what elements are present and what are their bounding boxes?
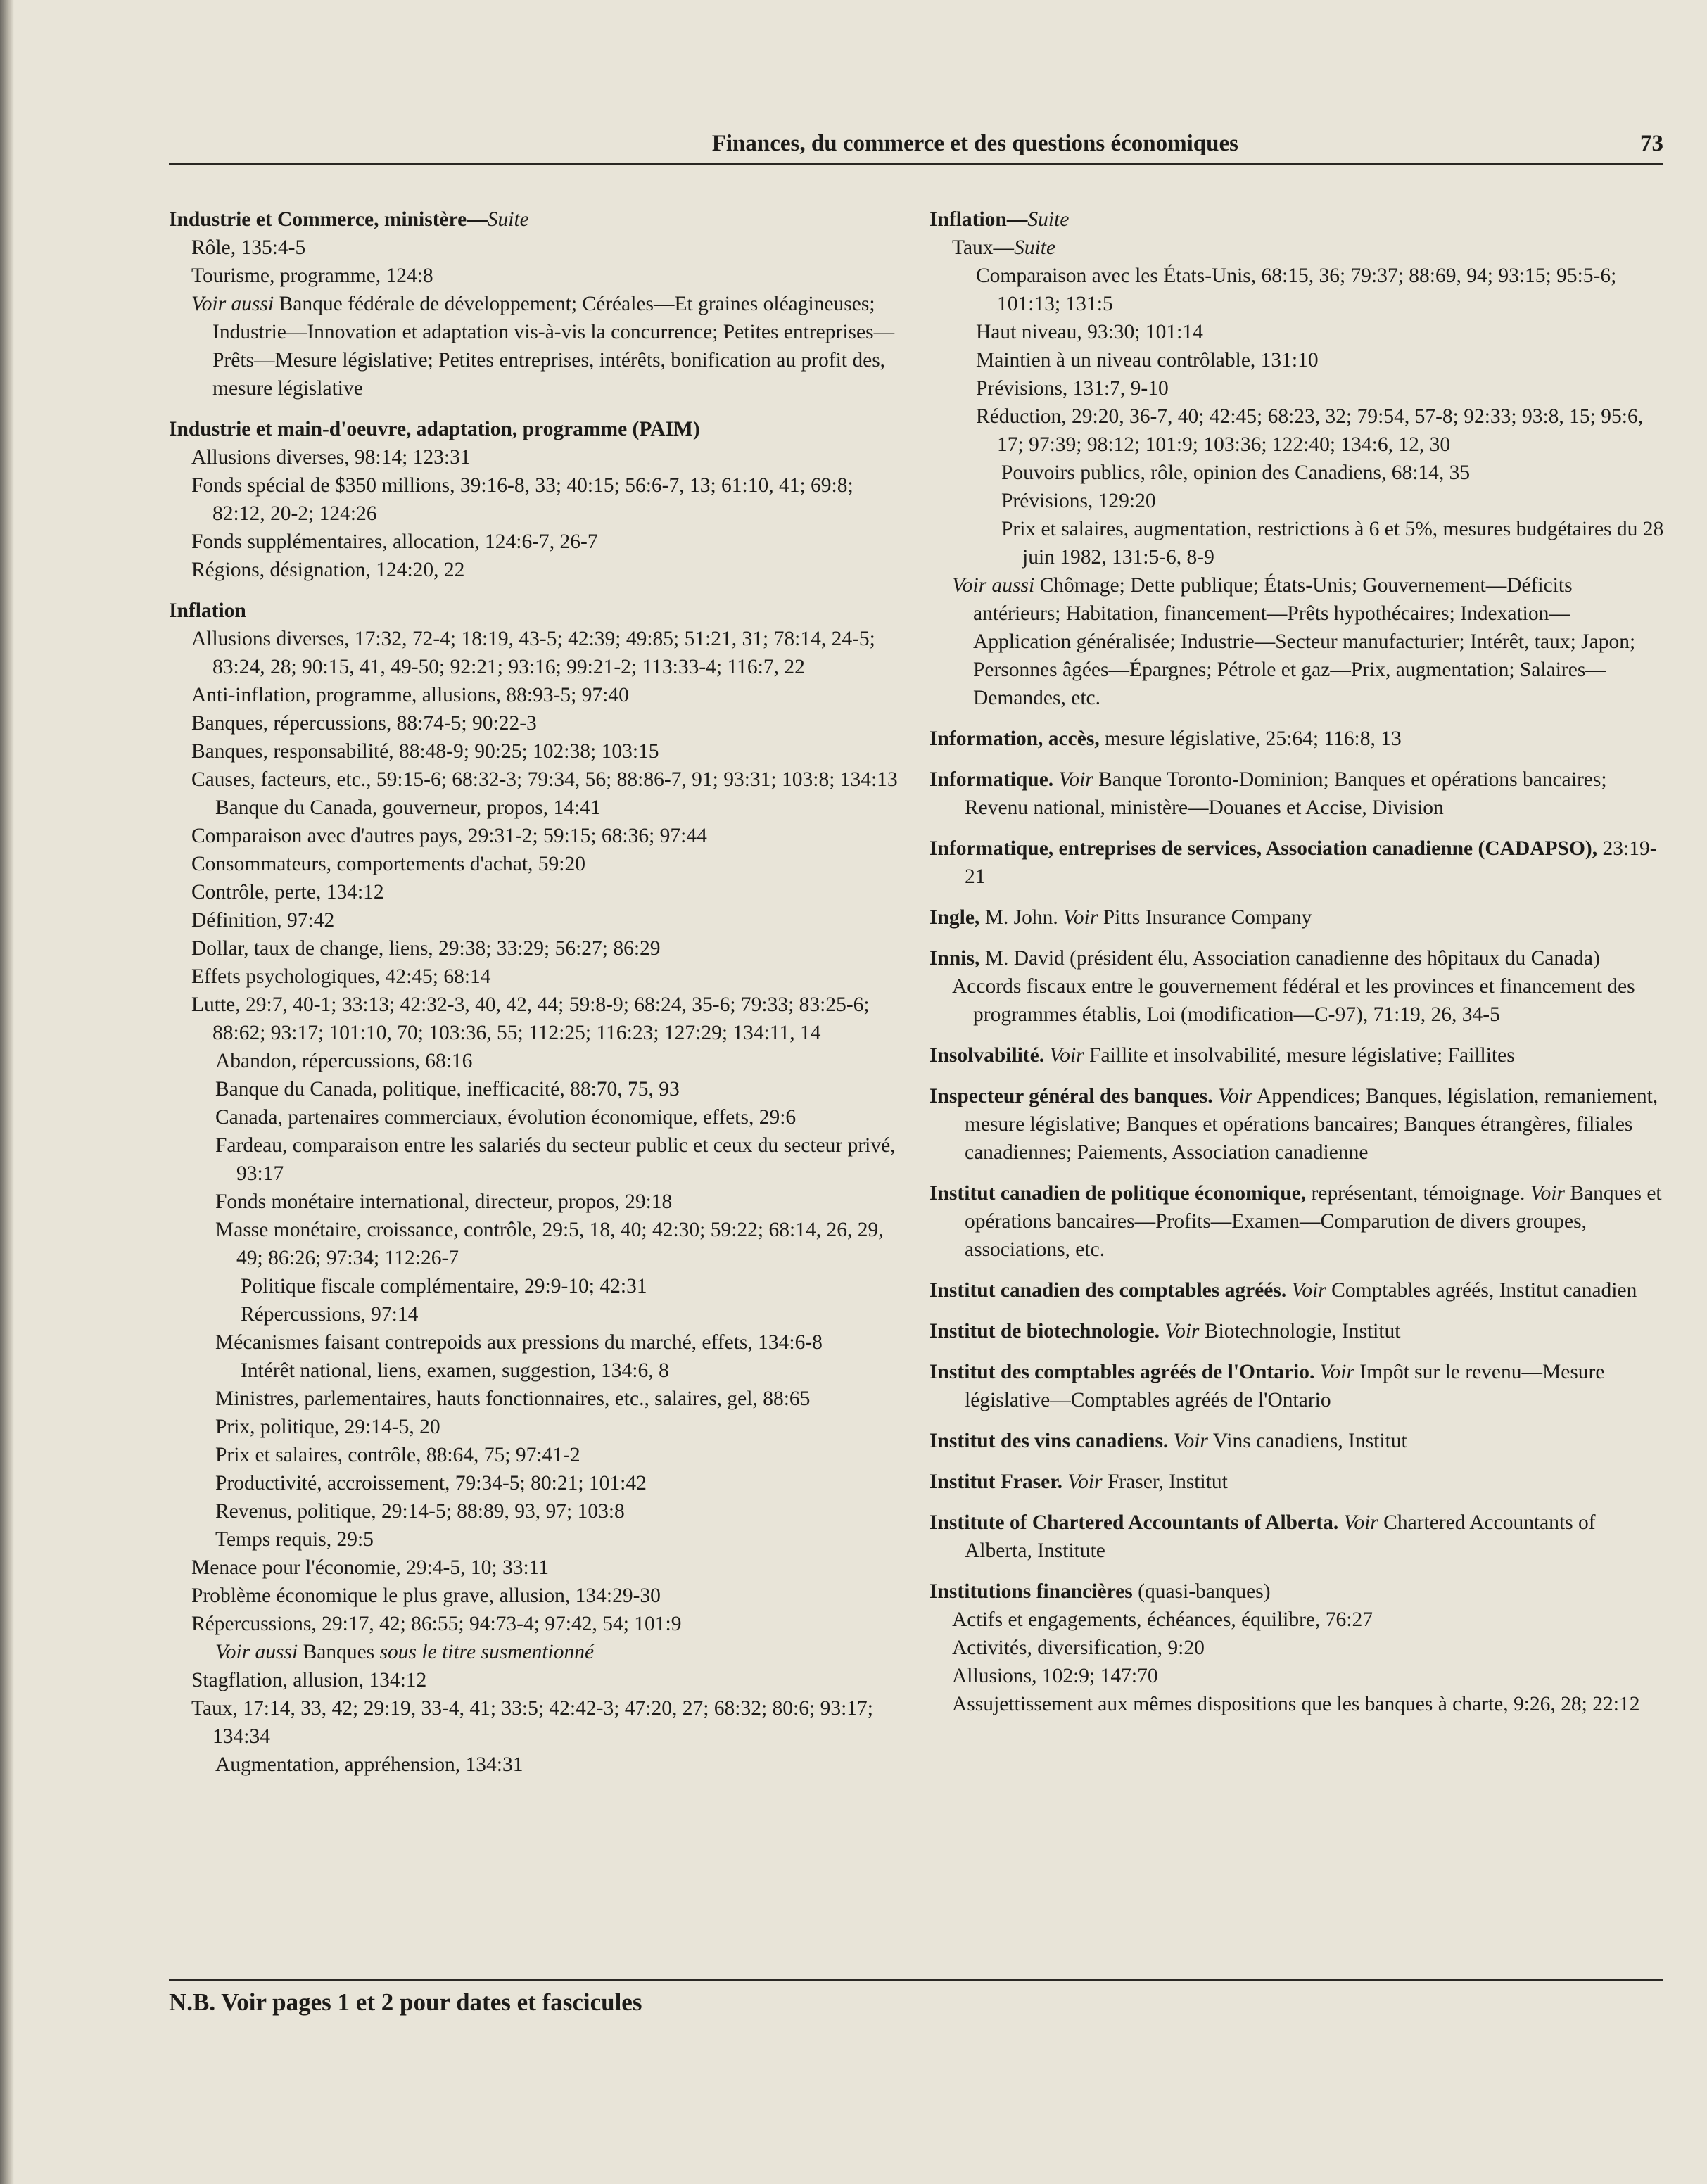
entry-subsubline: Intérêt national, liens, examen, suggestion, 134:6, 8 [241, 1359, 669, 1382]
entry-line: Fonds spécial de $350 millions, 39:16-8, 33; 40:15; 56:6-7, 13; 61:10, 41; 69:8; 82:12, 20-2; 124:26 [191, 474, 854, 525]
entry-subline: Prix et salaires, contrôle, 88:64, 75; 97:41-2 [215, 1444, 580, 1466]
entry-subline: Comparaison avec les États-Unis, 68:15, 36; 79:37; 88:69, 94; 93:15; 95:5-6; 101:13; 131:5 [976, 265, 1617, 315]
voir-label: Voir [1062, 1471, 1103, 1493]
index-entry [929, 1577, 1665, 1718]
entry-text: mesure législative, 25:64; 116:8, 13 [1099, 728, 1402, 750]
index-entry [169, 597, 901, 1779]
entry-subline: Banque du Canada, gouverneur, propos, 14:41 [215, 796, 601, 819]
entry-line: Régions, désignation, 124:20, 22 [191, 559, 465, 581]
entry-line: Tourisme, programme, 124:8 [191, 265, 433, 287]
voir-label: Voir [1044, 1044, 1084, 1067]
voir-label: Voir [1286, 1279, 1326, 1302]
entry-line: Dollar, taux de change, liens, 29:38; 33:29; 56:27; 86:29 [191, 937, 661, 960]
entry-text: M. John. [979, 906, 1058, 929]
header-rule [169, 163, 1663, 165]
entry-line: Causes, facteurs, etc., 59:15-6; 68:32-3; 79:34, 56; 88:86-7, 91; 93:31; 103:8; 134:13 [191, 768, 898, 791]
index-entry [929, 1082, 1665, 1167]
entry-line: Allusions diverses, 17:32, 72-4; 18:19, 43-5; 42:39; 49:85; 51:21, 31; 78:14, 24-5; 83:24, 28; 90:15, 41, 49-50; 92:21; 93:16; 99:21-2; 113:33-4; 116:7, 22 [191, 628, 875, 678]
voir-label: Voir [1058, 906, 1098, 929]
entry-subline: Haut niveau, 93:30; 101:14 [976, 321, 1203, 343]
entry-heading: Information, accès, [929, 728, 1100, 750]
running-title: Finances, du commerce et des questions économiques [711, 131, 1238, 156]
index-entry [929, 903, 1665, 932]
entry-heading: Institut de biotechnologie. [929, 1320, 1160, 1342]
index-entry [929, 944, 1665, 1029]
entry-heading: Institutions financières [929, 1580, 1133, 1603]
entry-line: Banques, responsabilité, 88:48-9; 90:25; 102:38; 103:15 [191, 740, 659, 763]
entry-text: Fraser, Institut [1102, 1471, 1228, 1493]
entry-heading: Inflation— [929, 208, 1028, 231]
entry-text: Impôt sur le revenu—Mesure législative—Comptables agréés de l'Ontario [965, 1361, 1605, 1411]
right-column [929, 205, 1665, 1731]
entry-subsubline: Prix et salaires, augmentation, restrictions à 6 et 5%, mesures budgétaires du 28 juin 1982, 131:5-6, 8-9 [1001, 518, 1664, 569]
entry-subline: Ministres, parlementaires, hauts fonctionnaires, etc., salaires, gel, 88:65 [215, 1388, 811, 1410]
voir-label: Voir [1159, 1320, 1200, 1342]
entry-text: (quasi-banques) [1132, 1580, 1271, 1603]
see-also-label: Voir aussi [191, 293, 274, 315]
entry-subsubline: Politique fiscale complémentaire, 29:9-10; 42:31 [241, 1275, 647, 1297]
see-also [169, 1638, 901, 1666]
entry-subsubline: Prévisions, 129:20 [1001, 490, 1156, 512]
entry-heading: Informatique. [929, 768, 1054, 791]
entry-heading: Industrie et Commerce, ministère— [169, 208, 488, 231]
entry-line: Banques, répercussions, 88:74-5; 90:22-3 [191, 712, 537, 735]
entry-heading: Ingle, [929, 906, 980, 929]
voir-label: Voir [1338, 1511, 1378, 1534]
suite-label: Suite [487, 208, 529, 231]
index-entry [169, 205, 901, 402]
entry-heading: Innis, [929, 947, 980, 970]
see-also-text: Banque fédérale de développement; Céréales—Et graines oléagineuses; Industrie—Innovation et adaptation vis-à-vis la concurrence; Petites entreprises—Prêts—Mesure législative; Petites entreprises, intérêts, bonification au profit des, mesure législative [212, 293, 895, 400]
entry-heading: Informatique, entreprises de services, Association canadienne (CADAPSO), [929, 837, 1598, 860]
entry-heading: Inspecteur général des banques. [929, 1085, 1213, 1107]
entry-text: Pitts Insurance Company [1098, 906, 1312, 929]
index-entry [929, 1427, 1665, 1455]
entry-subline: Banque du Canada, politique, inefficacité, 88:70, 75, 93 [215, 1078, 680, 1100]
footer-note: N.B. Voir pages 1 et 2 pour dates et fascicules [169, 1988, 642, 2016]
entry-text: Banque Toronto-Dominion; Banques et opérations bancaires; Revenu national, ministère—Douanes et Accise, Division [965, 768, 1607, 819]
entry-heading: Institut Fraser. [929, 1471, 1063, 1493]
entry-subline: Réduction, 29:20, 36-7, 40; 42:45; 68:23, 32; 79:54, 57-8; 92:33; 93:8, 15; 95:6, 17; 97:39; 98:12; 101:9; 103:36; 122:40; 134:6, 12, 30 [976, 405, 1644, 456]
left-column [169, 205, 901, 1791]
entry-line: Contrôle, perte, 134:12 [191, 881, 384, 903]
voir-label: Voir [1314, 1361, 1354, 1383]
see-also-label: Voir aussi [215, 1641, 298, 1663]
entry-line: Répercussions, 29:17, 42; 86:55; 94:73-4; 97:42, 54; 101:9 [191, 1613, 682, 1635]
voir-label: Voir [1168, 1430, 1208, 1452]
entry-line: Assujettissement aux mêmes dispositions que les banques à charte, 9:26, 28; 22:12 [952, 1693, 1640, 1715]
entry-line: Taux, 17:14, 33, 42; 29:19, 33-4, 41; 33:5; 42:42-3; 47:20, 27; 68:32; 80:6; 93:17; 134:34 [191, 1697, 873, 1748]
see-also [929, 571, 1665, 712]
see-also-text: Banques [298, 1641, 380, 1663]
entry-line: Allusions diverses, 98:14; 123:31 [191, 446, 471, 469]
entry-subline: Abandon, répercussions, 68:16 [215, 1050, 473, 1072]
entry-subline: Revenus, politique, 29:14-5; 88:89, 93, 97; 103:8 [215, 1500, 625, 1523]
entry-subline: Augmentation, appréhension, 134:31 [215, 1753, 523, 1776]
entry-heading: Inflation [169, 599, 246, 622]
entry-subline: Prix, politique, 29:14-5, 20 [215, 1416, 440, 1438]
page-header [169, 127, 1663, 162]
index-entry [929, 1317, 1665, 1345]
entry-subline: Canada, partenaires commerciaux, évolution économique, effets, 29:6 [215, 1106, 797, 1129]
see-also-text: Chômage; Dette publique; États-Unis; Gouvernement—Déficits antérieurs; Habitation, financement—Prêts hypothécaires; Indexation—Application généralisée; Industrie—Secteur manufacturier; Intérêt, taux; Japon; Personnes âgées—Épargnes; Pétrole et gaz—Prix, augmentation; Salaires—Demandes, etc. [973, 574, 1636, 709]
entry-text: Vins canadiens, Institut [1207, 1430, 1407, 1452]
index-entry [929, 1509, 1665, 1565]
entry-line: Lutte, 29:7, 40-1; 33:13; 42:32-3, 40, 42, 44; 59:8-9; 68:24, 35-6; 79:33; 83:25-6; 88:62; 93:17; 101:10, 70; 103:36, 55; 112:25; 116:23; 127:29; 134:11, 14 [191, 993, 870, 1044]
entry-text: Comptables agréés, Institut canadien [1326, 1279, 1637, 1302]
entry-line: Taux— [952, 236, 1015, 259]
page-number: 73 [1640, 131, 1663, 156]
entry-heading: Institut canadien des comptables agréés. [929, 1279, 1287, 1302]
entry-line: Effets psychologiques, 42:45; 68:14 [191, 965, 491, 988]
entry-text: Faillite et insolvabilité, mesure législative; Faillites [1084, 1044, 1515, 1067]
entry-text: représentant, témoignage. [1306, 1182, 1525, 1205]
index-entry [929, 1468, 1665, 1496]
entry-line: Allusions, 102:9; 147:70 [952, 1665, 1158, 1687]
entry-subline: Temps requis, 29:5 [215, 1528, 374, 1551]
entry-line: Activités, diversification, 9:20 [952, 1637, 1205, 1659]
entry-heading: Institut canadien de politique économique, [929, 1182, 1307, 1205]
see-also-label: Voir aussi [952, 574, 1035, 597]
entry-line: Définition, 97:42 [191, 909, 335, 932]
entry-heading: Insolvabilité. [929, 1044, 1045, 1067]
suite-label: Suite [1014, 236, 1056, 259]
voir-label: Voir [1212, 1085, 1253, 1107]
entry-line: Accords fiscaux entre le gouvernement fédéral et les provinces et financement des programmes établis, Loi (modification—C-97), 71:19, 26, 34-5 [952, 975, 1635, 1026]
entry-heading: Institut des vins canadiens. [929, 1430, 1169, 1452]
book-spine-shadow [0, 0, 14, 2184]
index-entry [929, 1179, 1665, 1264]
index-entry [929, 1041, 1665, 1069]
index-entry [929, 834, 1665, 891]
entry-subline: Masse monétaire, croissance, contrôle, 29:5, 18, 40; 42:30; 59:22; 68:14, 26, 29, 49; 86:26; 97:34; 112:26-7 [215, 1219, 884, 1269]
entry-subline: Productivité, accroissement, 79:34-5; 80:21; 101:42 [215, 1472, 647, 1494]
entry-text: Appendices; Banques, législation, remaniement, mesure législative; Banques et opérations bancaires; Banques étrangères, filiales canadiennes; Paiements, Association canadienne [965, 1085, 1658, 1164]
entry-line: Problème économique le plus grave, allusion, 134:29-30 [191, 1585, 661, 1607]
entry-subsubline: Répercussions, 97:14 [241, 1303, 419, 1326]
entry-text: M. David (président élu, Association canadienne des hôpitaux du Canada) [979, 947, 1600, 970]
entry-subline: Fardeau, comparaison entre les salariés du secteur public et ceux du secteur privé, 93:17 [215, 1134, 896, 1185]
entry-line: Anti-inflation, programme, allusions, 88:93-5; 97:40 [191, 684, 629, 706]
suite-label: Suite [1027, 208, 1070, 231]
entry-subline: Prévisions, 131:7, 9-10 [976, 377, 1169, 400]
entry-line: Stagflation, allusion, 134:12 [191, 1669, 427, 1691]
index-entry [929, 1276, 1665, 1304]
entry-text: Chartered Accountants of Alberta, Institute [965, 1511, 1596, 1562]
entry-heading: Institute of Chartered Accountants of Alberta. [929, 1511, 1339, 1534]
entry-line: Consommateurs, comportements d'achat, 59:20 [191, 853, 585, 875]
index-entry [169, 415, 901, 584]
entry-heading: Industrie et main-d'oeuvre, adaptation, programme (PAIM) [169, 418, 700, 440]
entry-line: Comparaison avec d'autres pays, 29:31-2; 59:15; 68:36; 97:44 [191, 825, 707, 847]
entry-line: Menace pour l'économie, 29:4-5, 10; 33:11 [191, 1556, 550, 1579]
entry-subsubline: Pouvoirs publics, rôle, opinion des Canadiens, 68:14, 35 [1001, 462, 1471, 484]
entry-line: Fonds supplémentaires, allocation, 124:6-7, 26-7 [191, 531, 598, 553]
see-also [169, 290, 901, 402]
entry-subline: Fonds monétaire international, directeur, propos, 29:18 [215, 1191, 673, 1213]
index-entry [929, 1358, 1665, 1414]
voir-label: Voir [1525, 1182, 1565, 1205]
entry-heading: Institut des comptables agréés de l'Ontario. [929, 1361, 1315, 1383]
see-also-qualifier: sous le titre susmentionné [379, 1641, 595, 1663]
index-entry [929, 205, 1665, 712]
entry-text: 23:19-21 [965, 837, 1657, 888]
entry-subline: Maintien à un niveau contrôlable, 131:10 [976, 349, 1319, 372]
entry-text: Biotechnologie, Institut [1199, 1320, 1401, 1342]
index-entry [929, 725, 1665, 753]
entry-subline: Mécanismes faisant contrepoids aux pressions du marché, effets, 134:6-8 [215, 1331, 823, 1354]
index-entry [929, 766, 1665, 822]
voir-label: Voir [1053, 768, 1093, 791]
entry-text: Banques et opérations bancaires—Profits—Examen—Comparution de divers groupes, associations, etc. [965, 1182, 1662, 1261]
entry-line: Actifs et engagements, échéances, équilibre, 76:27 [952, 1608, 1373, 1631]
entry-line: Rôle, 135:4-5 [191, 236, 306, 259]
footer-rule [169, 1979, 1663, 1981]
